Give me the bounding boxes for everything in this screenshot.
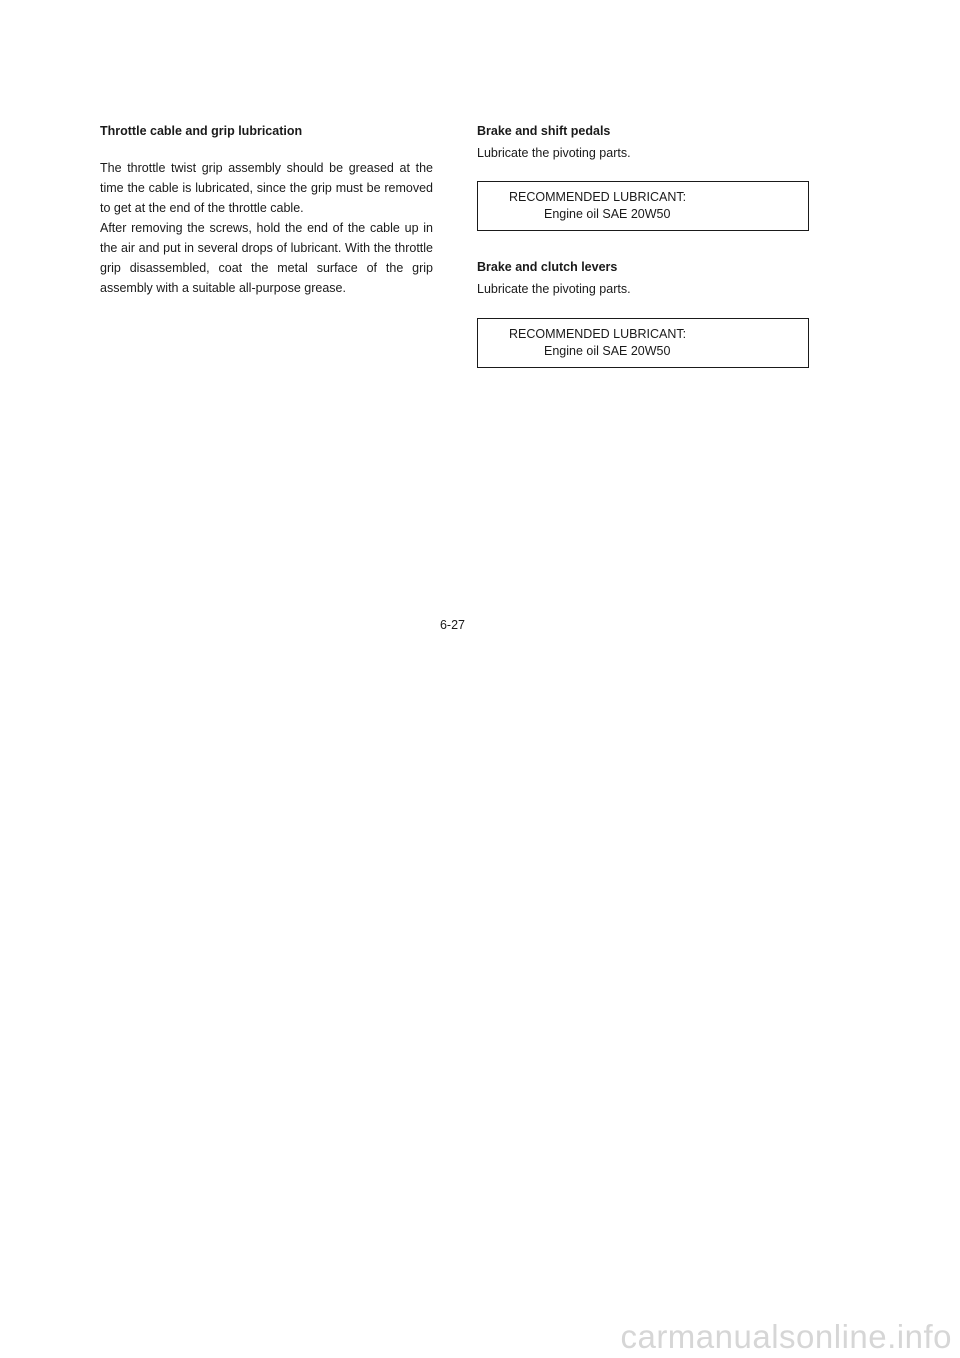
watermark: carmanualsonline.info [620, 1318, 952, 1355]
throttle-paragraph-1: The throttle twist grip assembly should be greased at the time the cable is lubricated, since the grip must be removed to get at the end of the throttle cable. [100, 161, 433, 215]
left-column [100, 122, 433, 298]
page-number: 6-27 [439, 618, 466, 632]
lubricant-value: Engine oil SAE 20W50 [544, 344, 671, 358]
right-column [477, 122, 817, 368]
brake-shift-pedals-body: Lubricate the pivoting parts. [477, 146, 631, 160]
brake-shift-pedals-heading: Brake and shift pedals [477, 124, 611, 138]
recommended-lubricant-box [477, 181, 809, 231]
lubricant-label: RECOMMENDED LUBRICANT: [509, 327, 687, 341]
lubricant-label: RECOMMENDED LUBRICANT: [509, 190, 687, 204]
throttle-cable-body [100, 158, 433, 298]
recommended-lubricant-box [477, 318, 809, 368]
brake-clutch-levers-body: Lubricate the pivoting parts. [477, 282, 631, 296]
throttle-paragraph-2: After removing the screws, hold the end of the cable up in the air and put in several drops of lubricant. With the throttle grip disassembled, coat the metal surface of the grip assembly with a suitable all-purpose grease. [100, 221, 433, 295]
brake-clutch-levers-heading: Brake and clutch levers [477, 260, 618, 274]
throttle-cable-heading: Throttle cable and grip lubrication [100, 124, 303, 138]
lubricant-value: Engine oil SAE 20W50 [544, 207, 671, 221]
